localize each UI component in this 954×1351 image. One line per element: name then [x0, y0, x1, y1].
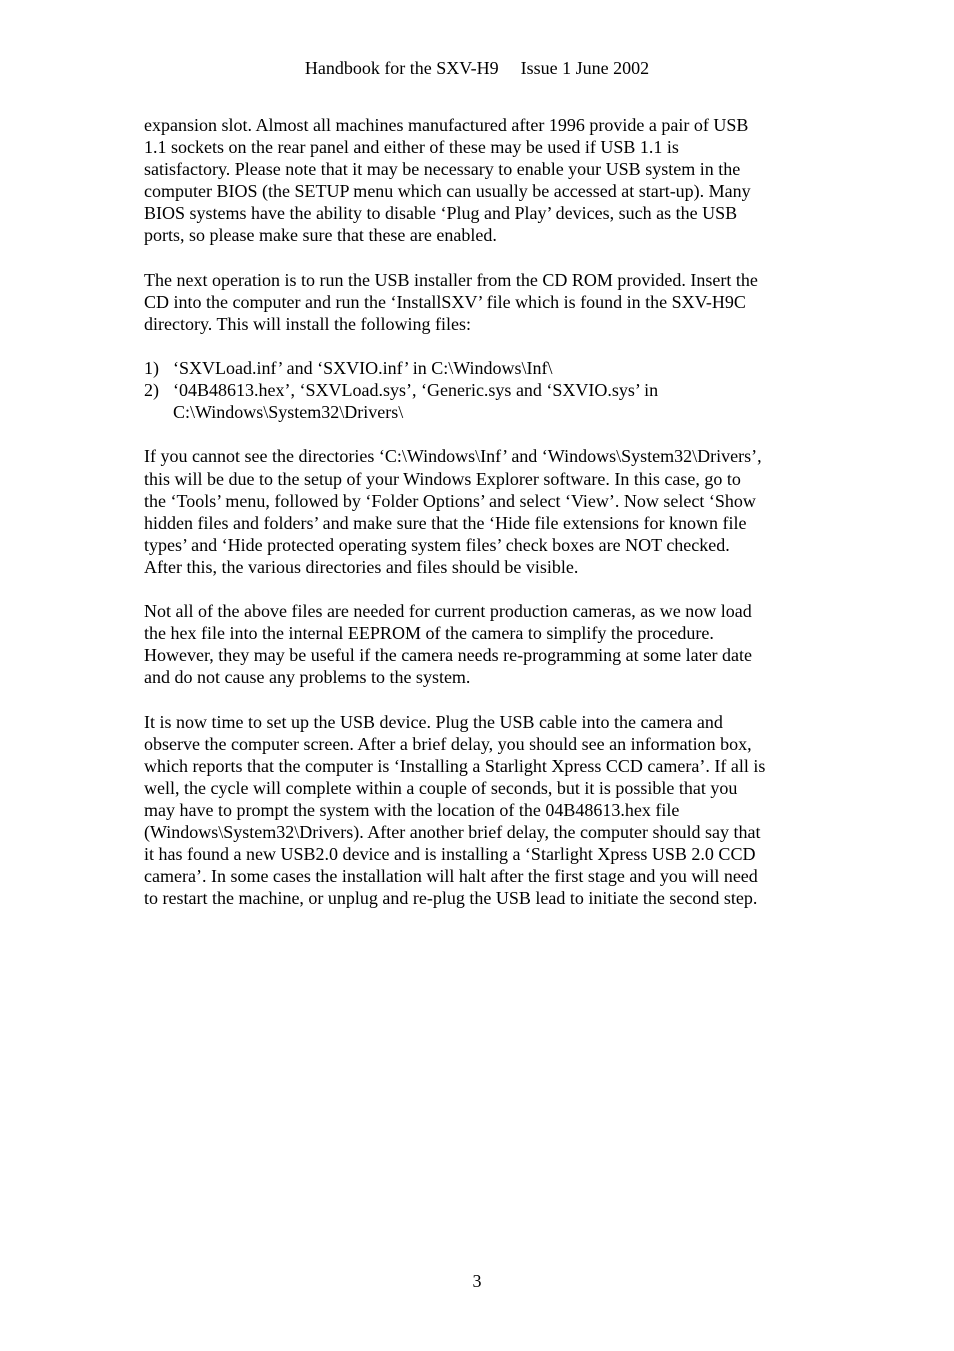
document-body [144, 114, 816, 931]
header-title: Handbook for the SXV-H9 [304, 58, 499, 78]
paragraph-usb-device-setup: It is now time to set up the USB device. Plug the USB cable into the camera and observe the computer screen. After a brief delay, you should see an information box, which reports that the computer is ‘Installing a Starlight Xpress CCD camera’. If all is well, the cycle will complete within a couple of seconds, but it is possible that you may have to prompt the system with the location of the 04B48613.hex file (Windows\System32\Drivers). After another brief delay, the computer should say that it has found a new USB2.0 device and is installing a ‘Starlight Xpress USB 2.0 CCD camera’. In some cases the installation will halt after the first stage and you will need to restart the machine, or unplug and re-plug the USB lead to initiate the second step. [144, 711, 766, 909]
paragraph-usb-ports: expansion slot. Almost all machines manufactured after 1996 provide a pair of USB 1.1 sockets on the rear panel and either of these may be used if USB 1.1 is satisfactory. Please note that it may be necessary to enable your USB system in the computer BIOS (the SETUP menu which can usually be accessed at start-up). Many BIOS systems have the ability to disable ‘Plug and Play’ devices, such as the USB ports, so please make sure that these are enabled. [144, 115, 751, 246]
list-item-number: 1) [144, 358, 159, 379]
list-item [144, 379, 816, 423]
list-item [144, 357, 816, 379]
page-header [0, 57, 954, 79]
paragraph-usb-installer: The next operation is to run the USB installer from the CD ROM provided. Insert the CD into the computer and run the ‘InstallSXV’ file which is found in the SXV-H9C directory. This will install the following files: [144, 269, 758, 334]
installed-files-list [144, 357, 816, 423]
paragraph-hidden-directories: If you cannot see the directories ‘C:\Windows\Inf’ and ‘Windows\System32\Drivers’, this will be due to the setup of your Windows Explorer software. In this case, go to the ‘Tools’ menu, followed by ‘Folder Options’ and select ‘View’. Now select ‘Show hidden files and folders’ and make sure that the ‘Hide file extensions for known file types’ and ‘Hide protected operating system files’ check boxes are NOT checked. After this, the various directories and files should be visible. [144, 446, 762, 577]
list-item-number: 2) [144, 380, 159, 401]
paragraph-eeprom-note: Not all of the above files are needed for current production cameras, as we now load the hex file into the internal EEPROM of the camera to simplify the procedure. However, they may be useful if the camera needs re-programming at some later date and do not cause any problems to the system. [144, 601, 753, 688]
page-number: 3 [472, 1271, 482, 1291]
list-item-text: ‘04B48613.hex’, ‘SXVLoad.sys’, ‘Generic.sys and ‘SXVIO.sys’ in C:\Windows\System32\Drivers\ [173, 380, 659, 423]
header-issue: Issue 1 June 2002 [520, 58, 650, 78]
list-item-text: ‘SXVLoad.inf’ and ‘SXVIO.inf’ in C:\Windows\Inf\ [173, 358, 553, 379]
